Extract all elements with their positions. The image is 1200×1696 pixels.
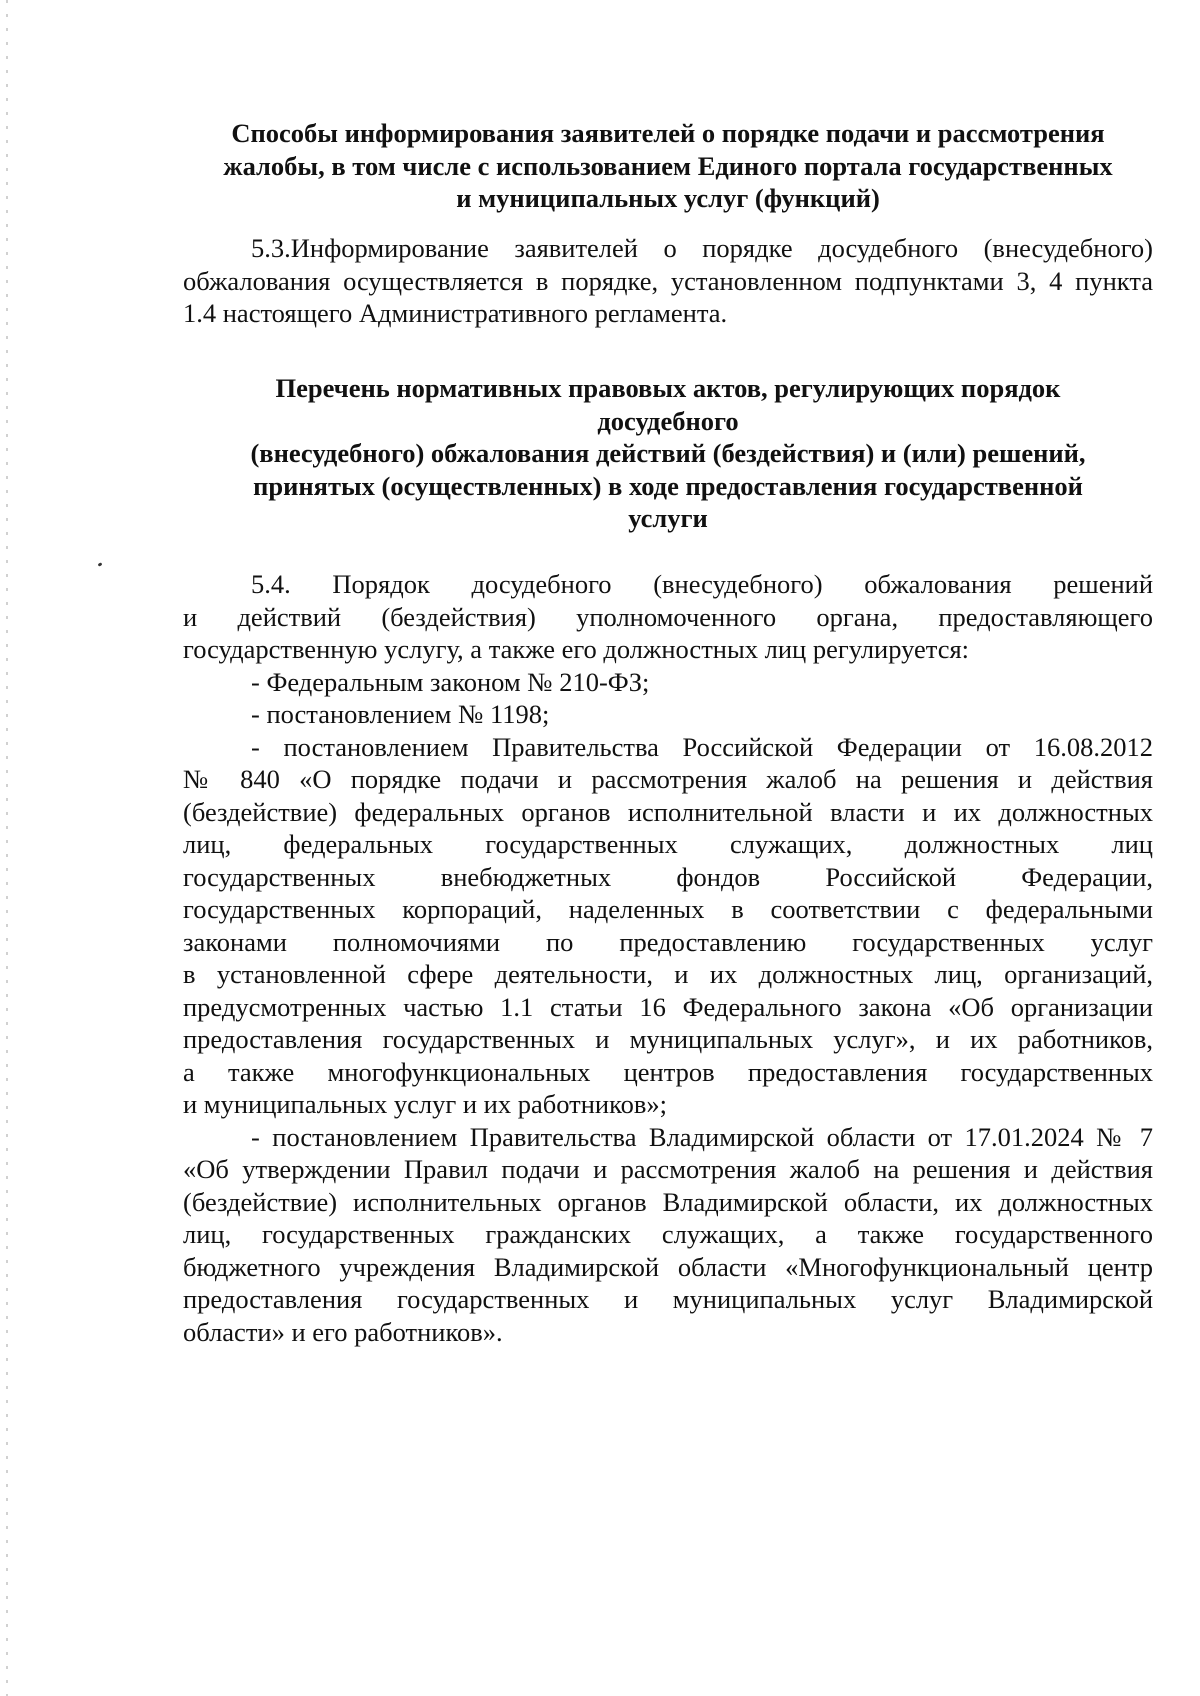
list-item-vladimir-resolution-line: - постановлением Правительства Владимирской области от 17.01.2024 № 7 xyxy=(251,1121,1153,1152)
heading-line: досудебного xyxy=(597,405,739,436)
list-item-vladimir-resolution-line: лиц, государственных гражданских служащих, а также государственного xyxy=(183,1219,1153,1249)
list-item-resolution-1198: - постановлением № 1198; xyxy=(251,699,550,729)
list-item-vladimir-resolution-line: бюджетного учреждения Владимирской области «Многофункциональный центр xyxy=(183,1251,1153,1282)
list-item-resolution-840-line: (бездействие) федеральных органов исполнительной власти и их должностных xyxy=(183,796,1153,827)
heading-line: и муниципальных услуг (функций) xyxy=(456,183,880,213)
list-item-law-210: - Федеральным законом № 210-ФЗ; xyxy=(251,666,650,697)
list-item-resolution-840-line: - постановлением Правительства Российской Федерации от 16.08.2012 xyxy=(251,731,1153,762)
list-item-resolution-840-line: предоставления государственных и муниципальных услуг», и их работников, xyxy=(183,1024,1153,1054)
list-item-resolution-840-line: предусмотренных частью 1.1 статьи 16 Федерального закона «Об организации xyxy=(183,991,1153,1022)
scan-edge-marks xyxy=(6,0,8,1696)
section-heading-legal-acts xyxy=(183,372,1153,535)
paragraph-line: 5.4. Порядок досудебного (внесудебного) обжалования решений xyxy=(251,569,1153,599)
paragraph-5-4 xyxy=(183,568,1153,1348)
list-item-vladimir-resolution-line: предоставления государственных и муниципальных услуг Владимирской xyxy=(183,1284,1153,1314)
paragraph-5-3 xyxy=(183,232,1153,330)
list-item-resolution-840-line: законами полномочиями по предоставлению государственных услуг xyxy=(183,926,1153,957)
section-heading-informing xyxy=(183,117,1153,215)
list-item-resolution-840-line: в установленной сфере деятельности, и их должностных лиц, организаций, xyxy=(183,959,1153,989)
paragraph-line: обжалования осуществляется в порядке, установленном подпунктами 3, 4 пункта xyxy=(183,265,1153,296)
list-item-vladimir-resolution-line: (бездействие) исполнительных органов Владимирской области, их должностных xyxy=(183,1186,1153,1217)
heading-line: Перечень нормативных правовых актов, регулирующих порядок xyxy=(275,373,1061,403)
list-item-resolution-840-line: № 840 «О порядке подачи и рассмотрения жалоб на решения и действия xyxy=(183,764,1153,794)
list-item-resolution-840-line: государственных корпораций, наделенных в соответствии с федеральными xyxy=(183,894,1153,924)
list-item-resolution-840-line: а также многофункциональных центров предоставления государственных xyxy=(183,1056,1153,1087)
list-item-resolution-840-line: государственных внебюджетных фондов Российской Федерации, xyxy=(183,861,1153,892)
list-item-vladimir-resolution-line: «Об утверждении Правил подачи и рассмотрения жалоб на решения и действия xyxy=(183,1154,1153,1184)
paragraph-line: 5.3.Информирование заявителей о порядке досудебного (внесудебного) xyxy=(251,233,1153,263)
heading-line: Способы информирования заявителей о порядке подачи и рассмотрения xyxy=(231,118,1105,148)
paragraph-line: и действий (бездействия) уполномоченного органа, предоставляющего xyxy=(183,601,1153,632)
list-item-resolution-840-line: лиц, федеральных государственных служащих, должностных лиц xyxy=(183,829,1153,859)
heading-line: услуги xyxy=(628,503,708,533)
paragraph-line: 1.4 настоящего Административного регламента. xyxy=(183,298,728,328)
paragraph-line: государственную услугу, а также его должностных лиц регулируется: xyxy=(183,634,970,664)
list-item-resolution-840-line: и муниципальных услуг и их работников»; xyxy=(183,1089,667,1119)
heading-line: (внесудебного) обжалования действий (бездействия) и (или) решений, xyxy=(250,438,1086,468)
heading-line: жалобы, в том числе с использованием Единого портала государственных xyxy=(223,150,1113,181)
scan-speck xyxy=(98,562,103,567)
heading-line: принятых (осуществленных) в ходе предоставления государственной xyxy=(253,470,1083,501)
list-item-vladimir-resolution-line: области» и его работников». xyxy=(183,1316,503,1347)
